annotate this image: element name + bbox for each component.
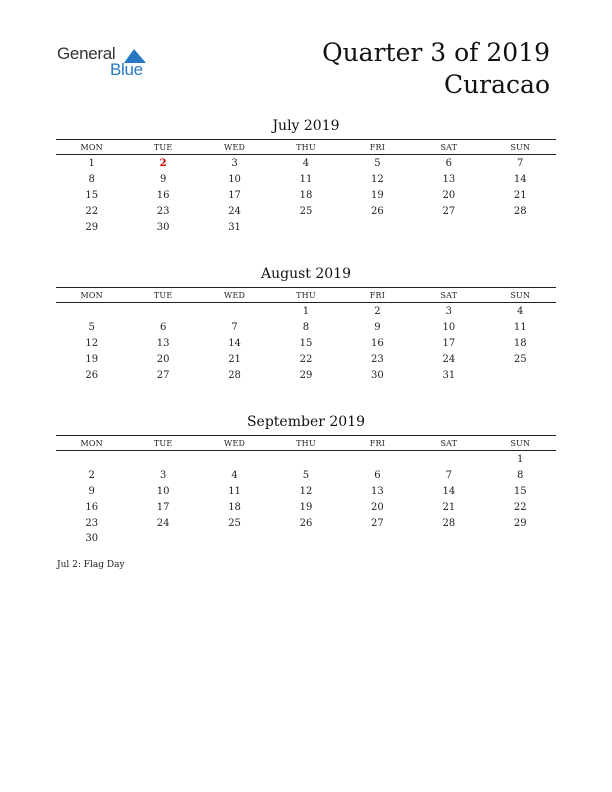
day-cell: 26 — [299, 517, 313, 529]
weekday-label: SUN — [510, 438, 531, 448]
weekday-label: WED — [224, 438, 246, 448]
day-cell: 10 — [442, 322, 456, 334]
day-cell: 21 — [442, 501, 456, 513]
weekday-label: THU — [296, 142, 316, 152]
day-cell: 24 — [442, 353, 456, 365]
weekday-label: SAT — [440, 290, 458, 300]
day-cell: 9 — [159, 174, 167, 186]
day-cell: 11 — [513, 322, 527, 334]
day-grid — [56, 155, 556, 235]
week-row — [56, 320, 556, 336]
day-cell: 5 — [374, 158, 381, 170]
day-cell: 24 — [156, 517, 170, 529]
day-cell: 17 — [228, 189, 241, 201]
day-cell: 8 — [88, 174, 95, 186]
day-cell: 27 — [156, 369, 170, 381]
day-cell: 31 — [228, 221, 241, 233]
day-cell: 8 — [517, 470, 524, 482]
day-cell: 24 — [228, 205, 241, 217]
weekday-header — [56, 287, 556, 303]
day-cell: 28 — [228, 369, 241, 381]
weekday-label: SUN — [510, 142, 531, 152]
day-cell: 15 — [513, 485, 527, 497]
day-cell: 12 — [371, 174, 384, 186]
weekday-label: THU — [296, 290, 316, 300]
day-cell: 19 — [85, 353, 99, 365]
day-cell: 29 — [513, 517, 527, 529]
day-cell: 22 — [85, 205, 99, 217]
day-cell: 22 — [513, 501, 527, 513]
month-august — [56, 265, 556, 383]
day-cell: 28 — [513, 205, 527, 217]
day-cell: 30 — [371, 369, 384, 381]
day-cell: 16 — [371, 337, 384, 349]
day-cell: 4 — [517, 306, 524, 318]
day-cell: 20 — [442, 189, 456, 201]
day-cell: 20 — [156, 353, 170, 365]
day-grid — [56, 303, 556, 383]
day-cell: 6 — [445, 158, 452, 170]
day-cell: 6 — [159, 322, 167, 334]
day-cell: 27 — [371, 517, 384, 529]
month-september — [56, 413, 556, 547]
weekday-label: SUN — [510, 290, 531, 300]
weekday-label: MON — [80, 290, 103, 300]
day-cell: 4 — [302, 158, 310, 170]
day-cell: 12 — [85, 337, 99, 349]
day-cell: 3 — [445, 306, 452, 318]
weekday-label: TUE — [153, 290, 173, 300]
day-cell: 10 — [228, 174, 241, 186]
day-cell: 17 — [156, 501, 170, 513]
weekday-label: TUE — [153, 438, 173, 448]
weekday-label: TUE — [153, 142, 173, 152]
day-cell: 30 — [85, 533, 99, 545]
weekday-label: WED — [224, 290, 246, 300]
day-cell: 20 — [371, 501, 384, 513]
day-cell: 7 — [517, 158, 524, 170]
day-cell: 29 — [85, 221, 99, 233]
day-cell: 5 — [88, 322, 95, 334]
day-cell: 3 — [159, 470, 167, 482]
day-cell: 18 — [513, 337, 527, 349]
day-cell: 2 — [374, 306, 381, 318]
day-cell: 18 — [299, 189, 313, 201]
week-row — [56, 351, 556, 367]
logo-text-blue: Blue — [110, 60, 143, 79]
day-cell: 19 — [371, 189, 384, 201]
week-row — [56, 219, 556, 235]
holiday-day-cell: 2 — [159, 158, 167, 170]
day-cell: 19 — [299, 501, 313, 513]
day-grid — [56, 451, 556, 547]
day-cell: 27 — [442, 205, 456, 217]
day-cell: 14 — [442, 485, 456, 497]
day-cell: 29 — [299, 369, 313, 381]
day-cell: 5 — [302, 470, 310, 482]
day-cell: 22 — [299, 353, 313, 365]
day-cell: 9 — [374, 322, 381, 334]
weekday-label: SAT — [440, 438, 458, 448]
page-title — [322, 37, 550, 101]
day-cell: 7 — [445, 470, 452, 482]
week-row — [56, 468, 556, 484]
day-cell: 2 — [88, 470, 95, 482]
day-cell: 15 — [299, 337, 313, 349]
day-cell: 9 — [88, 485, 95, 497]
day-cell: 28 — [442, 517, 456, 529]
month-title: August 2019 — [261, 266, 351, 282]
day-cell: 4 — [231, 470, 238, 482]
week-row — [56, 172, 556, 188]
weekday-label: FRI — [369, 438, 386, 448]
day-cell: 15 — [85, 189, 99, 201]
day-cell: 14 — [228, 337, 241, 349]
day-cell: 13 — [156, 337, 170, 349]
title-country: Curacao — [443, 70, 550, 99]
day-cell: 25 — [299, 205, 313, 217]
week-row — [56, 188, 556, 204]
day-cell: 13 — [371, 485, 384, 497]
day-cell: 23 — [85, 517, 99, 529]
day-cell: 17 — [442, 337, 456, 349]
week-row — [56, 452, 556, 468]
day-cell: 7 — [231, 322, 238, 334]
week-row — [56, 304, 556, 320]
holiday-note: Jul 2: Flag Day — [57, 560, 125, 570]
weekday-label: SAT — [440, 142, 458, 152]
logo-text-general: General — [57, 44, 116, 63]
day-cell: 6 — [374, 470, 381, 482]
weekday-label: WED — [224, 142, 246, 152]
day-cell: 12 — [299, 485, 313, 497]
day-cell: 26 — [85, 369, 99, 381]
day-cell: 26 — [371, 205, 384, 217]
week-row — [56, 484, 556, 500]
day-cell: 10 — [156, 485, 170, 497]
day-cell: 1 — [88, 158, 95, 170]
day-cell: 16 — [156, 189, 170, 201]
month-title: July 2019 — [272, 118, 340, 134]
weekday-header — [56, 435, 556, 451]
day-cell: 13 — [442, 174, 456, 186]
weekday-label: THU — [296, 438, 316, 448]
day-cell: 23 — [371, 353, 384, 365]
day-cell: 8 — [302, 322, 310, 334]
month-july — [56, 117, 556, 235]
day-cell: 31 — [442, 369, 456, 381]
week-row — [56, 499, 556, 515]
day-cell: 3 — [231, 158, 238, 170]
day-cell: 18 — [228, 501, 241, 513]
week-row — [56, 367, 556, 383]
day-cell: 11 — [299, 174, 313, 186]
day-cell: 16 — [85, 501, 99, 513]
day-cell: 25 — [228, 517, 241, 529]
week-row — [56, 531, 556, 547]
weekday-label: FRI — [369, 142, 386, 152]
weekday-header — [56, 139, 556, 155]
weekday-label: FRI — [369, 290, 386, 300]
logo — [57, 44, 167, 84]
title-quarter: Quarter 3 of 2019 — [322, 38, 550, 67]
week-row — [56, 203, 556, 219]
day-cell: 30 — [156, 221, 170, 233]
weekday-label: MON — [80, 142, 103, 152]
day-cell: 1 — [302, 306, 310, 318]
weekday-label: MON — [80, 438, 103, 448]
day-cell: 14 — [513, 174, 527, 186]
day-cell: 1 — [517, 454, 524, 466]
day-cell: 21 — [513, 189, 527, 201]
week-row — [56, 156, 556, 172]
month-title: September 2019 — [246, 414, 366, 430]
day-cell: 25 — [513, 353, 527, 365]
week-row — [56, 336, 556, 352]
day-cell: 21 — [228, 353, 241, 365]
day-cell: 11 — [228, 485, 241, 497]
holiday-notes — [57, 560, 125, 570]
week-row — [56, 515, 556, 531]
day-cell: 23 — [156, 205, 170, 217]
